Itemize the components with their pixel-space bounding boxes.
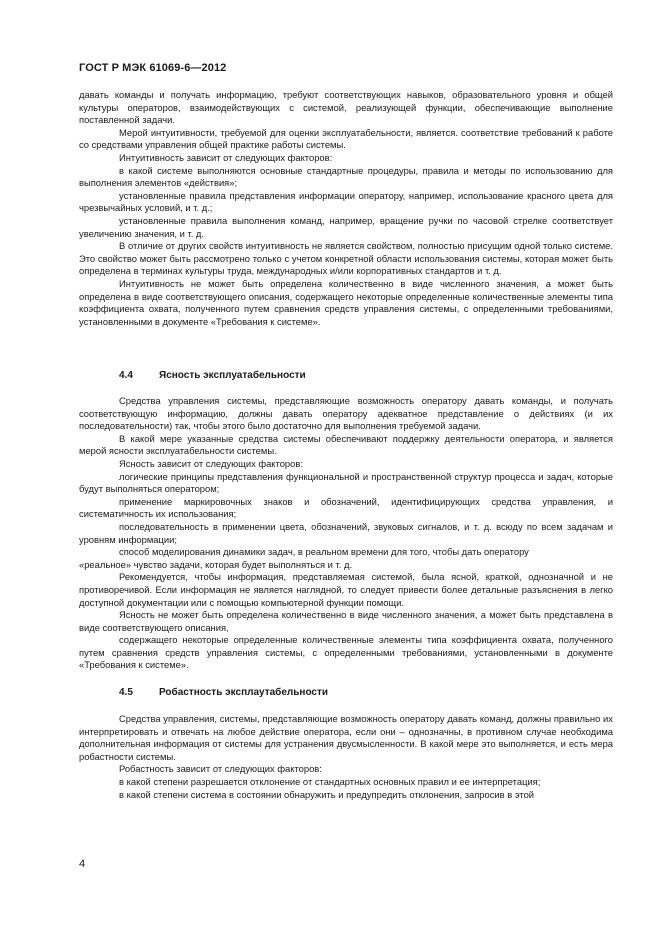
paragraph: давать команды и получать информацию, требуют соответствующих навыков, образовательного уровня и общей культуры операторов, взаимодействующих с системой, реализующей функции, обеспечивающие выполнение поставленной задачи.	[79, 89, 613, 126]
page-number: 4	[79, 858, 86, 870]
list-item: в какой степени разрешается отклонение от стандартных основных правил и ее интерпретация;	[119, 775, 541, 787]
text-block-intuitiveness	[79, 89, 613, 328]
list-item: применение маркировочных знаков и обозначений, идентифицирующих средства управления, и систематичность их использования;	[79, 495, 613, 520]
paragraph: Средства управления, системы, представляющие возможность оператору давать команд, должны правильно их интерпретировать и отвечать на любое действие оператора, если они – однозначны, в противном случае необходима дополнительная информация от системы для устранения двусмысленности. В какой мере это выполняется, и есть мера робастности системы.	[79, 713, 613, 762]
paragraph: Рекомендуется, чтобы информация, представляемая системой, была ясной, краткой, однозначной и не противоречивой. Если информация не является наглядной, то следует привести более детальные разъяснения в легко доступной документации или с помощью компьютерной функции помощи.	[79, 571, 613, 608]
paragraph: Интуитивность зависит от следующих факторов:	[119, 151, 333, 163]
section-heading-4-5	[119, 687, 328, 698]
paragraph: Ясность зависит от следующих факторов:	[119, 457, 303, 469]
paragraph: В отличие от других свойств интуитивность не является свойством, полностью присущим одной только системе. Это свойство может быть рассмотрено только с учетом конкретной области использования системы, которая может быть определена в терминах культуры труда, международных и/или корпоративных стандартов и т. д.	[79, 240, 613, 277]
document-header: ГОСТ Р МЭК 61069-6—2012	[79, 62, 227, 74]
paragraph: Мерой интуитивности, требуемой для оценки эксплуатабельности, является. соответствие требований к работе со средствами управления общей практике работы системы.	[79, 126, 613, 151]
list-item: в какой степени система в состоянии обнаружить и предупредить отклонения, запросив в этой	[119, 788, 535, 800]
paragraph: В какой мере указанные средства системы обеспечивают поддержку деятельности оператора, и является мерой ясности эксплуатабельности системы.	[79, 432, 613, 457]
paragraph: Интуитивность не может быть определена количественно в виде численного значения, а может быть определена в виде соответствующего описания, содержащего некоторые определенные количественные элементы типа коэффициента охвата, полученного путем сравнения средств управления системы, с определенными требованиями, установленными в документе «Требования к системе».	[79, 277, 613, 327]
section-number: 4.4	[119, 370, 133, 381]
list-item: установленные правила представления информации оператору, например, использование красного цвета для чрезвычайных условий, и т. д.;	[79, 189, 613, 214]
paragraph: содержащего некоторые определенные количественные элементы типа коэффициента охвата, полученного путем сравнения средств управления системы, с определенными требованиями, установленными в документе «Требования к системе».	[79, 634, 613, 671]
section-heading-4-4	[119, 370, 306, 381]
section-number: 4.5	[119, 687, 133, 698]
paragraph: Робастность зависит от следующих факторов:	[119, 763, 322, 775]
list-item: последовательность в применении цвета, обозначений, звуковых сигналов, и т. д. всюду по всем задачам и уровням информации;	[79, 520, 613, 545]
section-title: Робастность эксплаутабельности	[159, 687, 329, 698]
paragraph: Средства управления системы, представляющие возможность оператору давать команды, и получать соответствующую информацию, должны давать оператору адекватное представление о действиях (и их последовательности) так, чтобы этого было достаточно для выполнения требуемой задачи.	[79, 395, 613, 432]
list-item: способ моделирования динамики задач, в реальном времени для того, чтобы дать оператору	[119, 546, 529, 558]
text-block-clarity	[79, 395, 613, 672]
paragraph: Ясность не может быть определена количественно в виде численного значения, а может быть представлена в виде соответствующего описания,	[79, 609, 613, 633]
text-block-robustness	[79, 713, 613, 801]
list-item: логические принципы представления функциональной и пространственной структур процесса и задач, которые будут выполняться оператором;	[79, 470, 613, 495]
list-item: в какой системе выполняются основные стандартные процедуры, правила и методы по использованию для выполнения элементов «действия»;	[79, 164, 613, 189]
section-title: Ясность эксплуатабельности	[159, 370, 306, 381]
list-item: установленные правила выполнения команд, например, вращение ручки по часовой стрелке соответствует увеличению значения, и т. д.	[79, 214, 613, 239]
list-item-continuation: «реальное» чувство задачи, которая будет выполняться и т. д.	[79, 558, 353, 570]
